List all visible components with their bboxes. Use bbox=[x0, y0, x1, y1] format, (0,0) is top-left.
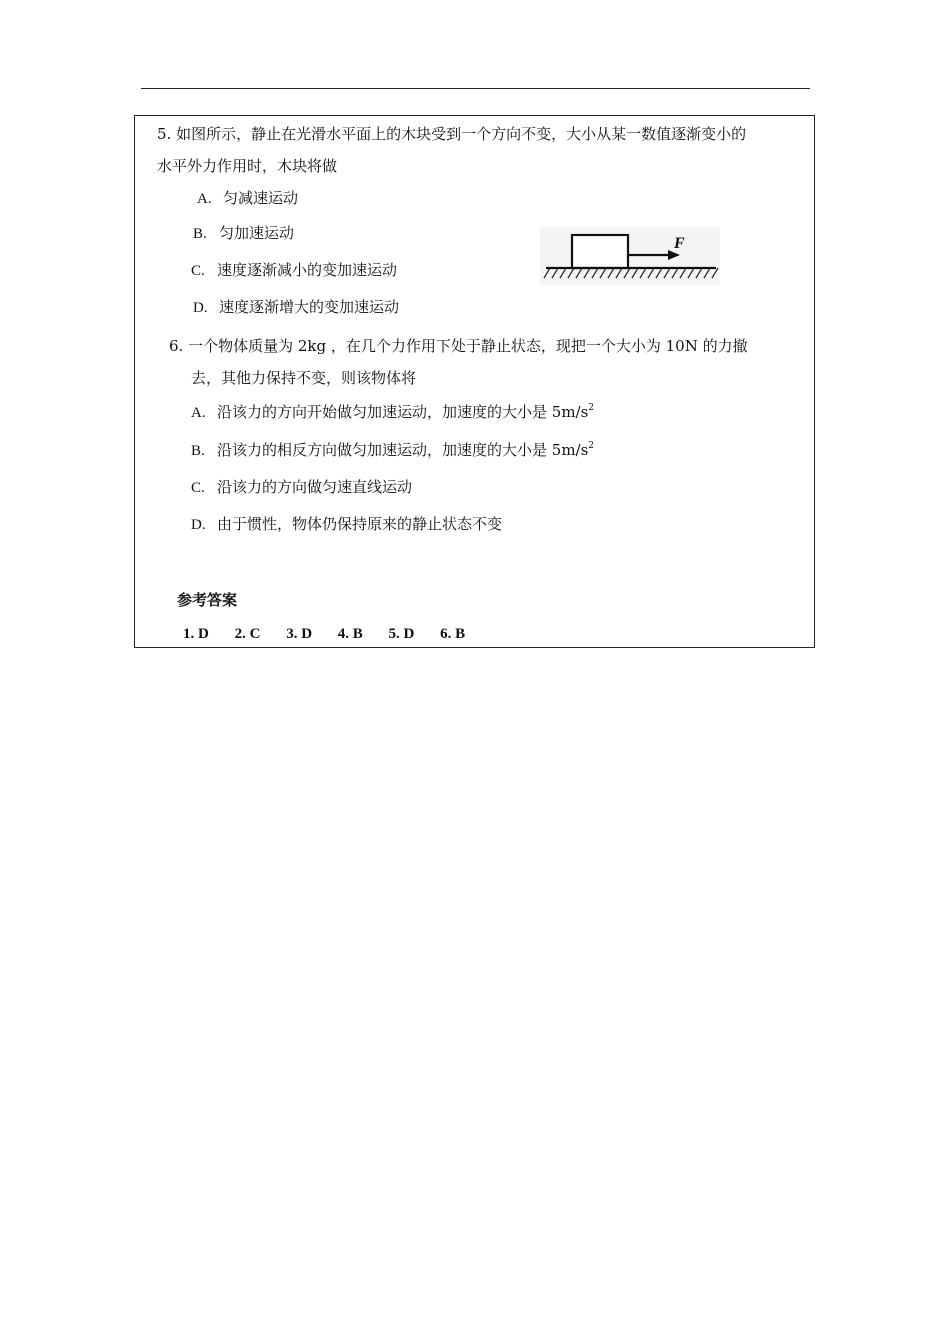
q6-option-d-text: 由于惯性，物体仍保持原来的静止状态不变 bbox=[217, 515, 503, 533]
q5-option-b-label: B. bbox=[193, 226, 207, 242]
answer-item: 6. B bbox=[440, 626, 466, 642]
answer-item: 4. B bbox=[337, 626, 363, 642]
q5-option-c-text: 速度逐渐减小的变加速运动 bbox=[217, 261, 398, 279]
answer-item: 5. D bbox=[388, 626, 415, 642]
answers-list bbox=[183, 626, 487, 643]
q6-option-a-text: 沿该力的方向开始做匀加速运动，加速度的大小是 5m/s bbox=[217, 403, 589, 421]
q5-option-d bbox=[193, 297, 399, 318]
q5-option-c bbox=[191, 260, 397, 281]
q5-stem-line2: 水平外力作用时，木块将做 bbox=[157, 157, 338, 175]
block-force-figure bbox=[540, 226, 720, 286]
wooden-block bbox=[572, 235, 628, 268]
q5-option-b-text: 匀加速运动 bbox=[219, 224, 295, 242]
q6-option-c-text: 沿该力的方向做匀速直线运动 bbox=[217, 478, 413, 496]
q6-option-c bbox=[191, 477, 412, 498]
q5-option-a-text: 匀减速运动 bbox=[223, 189, 299, 207]
q6-option-b-text: 沿该力的相反方向做匀加速运动，加速度的大小是 5m/s bbox=[217, 441, 589, 459]
answers-title: 参考答案 bbox=[177, 591, 238, 609]
q6-stem-line1 bbox=[169, 336, 748, 356]
q5-option-a-label: A. bbox=[197, 191, 212, 207]
answer-item: 3. D bbox=[286, 626, 313, 642]
answer-item: 2. C bbox=[234, 626, 261, 642]
q6-stem-line2: 去，其他力保持不变，则该物体将 bbox=[191, 369, 417, 387]
question-box bbox=[134, 115, 815, 648]
q6-option-b bbox=[191, 440, 594, 461]
q6-option-b-exponent: 2 bbox=[588, 441, 595, 451]
q5-number: 5. bbox=[157, 125, 172, 143]
q6-option-a bbox=[191, 402, 594, 423]
q5-option-d-label: D. bbox=[193, 300, 208, 316]
header-rule bbox=[141, 88, 810, 89]
q5-option-d-text: 速度逐渐增大的变加速运动 bbox=[219, 298, 400, 316]
q5-option-c-label: C. bbox=[191, 263, 205, 279]
q6-number: 6. bbox=[169, 337, 184, 355]
q6-option-a-label: A. bbox=[191, 405, 206, 421]
q6-option-d bbox=[191, 514, 502, 535]
answer-item: 1. D bbox=[183, 626, 209, 642]
q6-option-b-label: B. bbox=[191, 443, 205, 459]
q6-option-d-label: D. bbox=[191, 517, 206, 533]
q6-option-a-exponent: 2 bbox=[588, 403, 595, 413]
q6-stem-text1: 一个物体质量为 2kg ，在几个力作用下处于静止状态，现把一个大小为 10N 的力撤 bbox=[188, 337, 748, 355]
q5-option-b bbox=[193, 223, 294, 244]
q5-stem-line1 bbox=[157, 124, 746, 144]
q6-option-c-label: C. bbox=[191, 480, 205, 496]
force-label: F bbox=[674, 235, 685, 252]
q5-stem-text1: 如图所示，静止在光滑水平面上的木块受到一个方向不变，大小从某一数值逐渐变小的 bbox=[176, 125, 747, 143]
q5-option-a bbox=[197, 188, 298, 209]
